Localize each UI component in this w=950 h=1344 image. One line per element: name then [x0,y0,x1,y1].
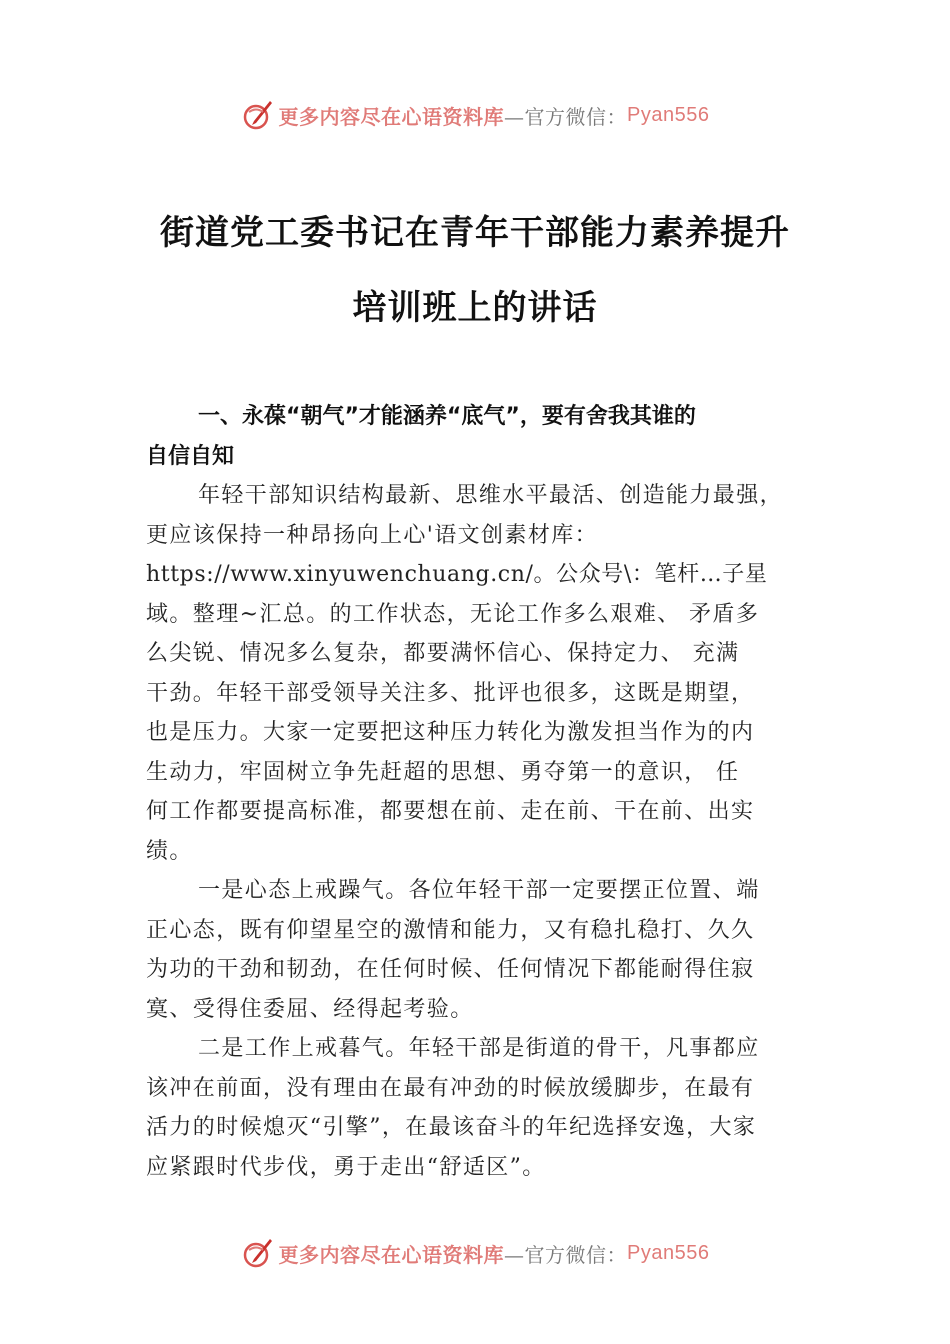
body-paragraph-3 [146,1029,826,1187]
paragraph-line: 生动力，牢固树立争先赶超的思想、勇夺第一的意识， 任 [146,759,740,785]
paragraph-line: 干劲。年轻干部受领导关注多、批评也很多，这既是期望， [146,680,755,706]
section-heading [146,397,826,476]
paragraph-line: 二是工作上戒暮气。年轻干部是街道的骨干，凡事都应 [198,1036,760,1061]
paragraph-line: 正心态，既有仰望星空的激情和能力，又有稳扎稳打、久久 [146,917,755,943]
banner-site-name: 更多内容尽在心语资料库 [278,104,505,129]
paragraph-line: 何工作都要提高标准，都要想在前、走在前、干在前、出实 [146,799,755,824]
paragraph-line: 一是心态上戒躁气。各位年轻干部一定要摆正位置、端 [198,878,760,903]
quill-pen-logo-icon [241,98,275,132]
banner-site-name: 更多内容尽在心语资料库 [278,1242,505,1267]
paragraph-line: 该冲在前面，没有理由在最有冲劲的时候放缓脚步，在最有 [146,1075,755,1101]
quill-pen-logo-icon [241,1236,275,1270]
document-title-line-1: 街道党工委书记在青年干部能力素养提升 [160,213,790,253]
paragraph-line: 也是压力。大家一定要把这种压力转化为激发担当作为的内 [146,720,755,745]
banner-wechat-id: Pyan556 [627,103,710,126]
paragraph-line: 绩。 [146,838,193,864]
paragraph-line: 寞、受得住委屈、经得起考验。 [146,996,474,1022]
section-heading-line: 自信自知 [146,443,235,469]
paragraph-line: 么尖锐、情况多么复杂，都要满怀信心、保持定力、 充满 [146,641,740,666]
paragraph-line: 应紧跟时代步伐，勇于走出“舒适区”。 [146,1154,546,1180]
footer-watermark-banner [0,1233,950,1273]
paragraph-line: 活力的时候熄灭“引擎”，在最该奋斗的年纪选择安逸，大家 [146,1115,757,1140]
paragraph-line: https://www.xinyuwenchuang.cn/。公众号\：笔杆…子星 [146,562,768,587]
paragraph-line: 为功的干劲和韧劲，在任何时候、任何情况下都能耐得住寂 [146,957,755,982]
paragraph-line: 年轻干部知识结构最新、思维水平最活、创造能力最强， [198,483,784,508]
body-paragraph-2 [146,871,826,1029]
banner-official-wechat-label: —官方微信： [504,1242,628,1267]
banner-wechat-id: Pyan556 [627,1241,710,1264]
banner-official-wechat-label: —官方微信： [504,104,628,129]
section-heading-line: 一、永葆“朝气”才能涵养“底气”，要有舍我其谁的 [198,404,696,429]
paragraph-line: 更应该保持一种昂扬向上心'语文创素材库： [146,522,599,548]
paragraph-line: 域。整理~汇总。的工作状态，无论工作多么艰难、 矛盾多 [146,601,760,627]
body-paragraph-1 [146,476,826,871]
header-watermark-banner [0,95,950,135]
document-title-line-2: 培训班上的讲话 [352,288,598,328]
